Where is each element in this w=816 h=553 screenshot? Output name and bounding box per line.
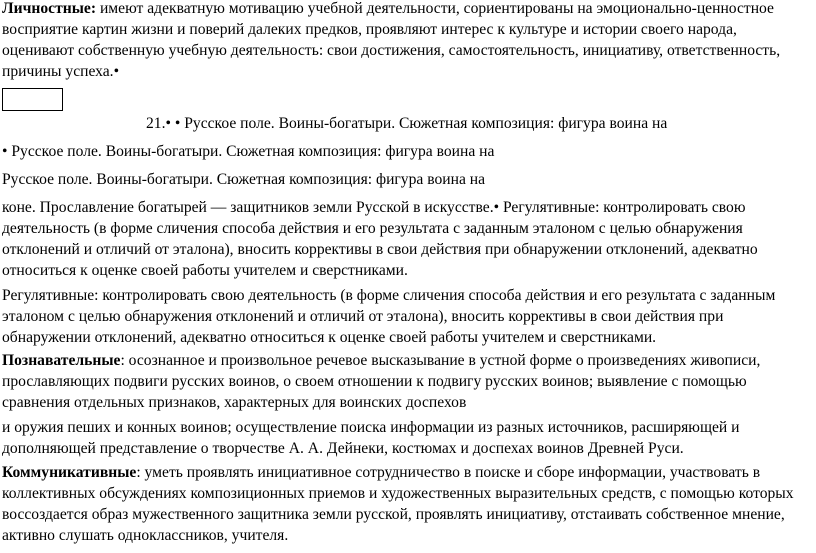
communicative-label: Коммуникативные [2,464,137,481]
bullet-icon: • [493,199,500,216]
topic-line [2,169,810,190]
communicative-paragraph [2,462,810,546]
personal-results-paragraph [2,0,810,82]
bullet-icon: • [2,143,8,160]
cognitive-continuation [2,417,810,459]
regulatory-text: Регулятивные: контролировать свою деятельность (в форме сличения способа действия и его результата с заданным эталоном с целью обнаружения отклонений и отличий от эталона), вносить коррективы в свои действия при обнаружении отклонений, адекватно относиться к оценке своей работы учителем и сверстниками. [2,287,776,346]
bullet-icon: • [174,115,181,132]
communicative-text: : уметь проявлять инициативное сотрудничество в поиске и сборе информации, участвовать в коллективных обсуждениях композиционных приемов и художественных выразительных средств, с помощью которых воссоздается образ мужественного защитника земли русской, проявлять инициативу, отстаивать собственное мнение, активно слушать одноклассников, учителя. [2,464,794,544]
item-21-number: 21. [146,115,166,132]
topic-text: Русское поле. Воины-богатыри. Сюжетная композиция: фигура воина на [2,171,486,188]
bullet-icon: • [113,63,120,80]
bullet-icon: • [165,115,171,132]
item-21-text: Русское поле. Воины-богатыри. Сюжетная композиция: фигура воина на [184,115,668,132]
regulatory-text: Регулятивные: контролировать свою деятельность (в форме сличения способа действия и его результата с заданным эталоном с целью обнаружения отклонений и отличий от эталона), вносить коррективы в свои действия при обнаружении отклонений, адекватно относиться к оценке своей работы учителем и сверстниками. [2,199,758,279]
personal-results-text: имеют адекватную мотивацию учебной деятельности, сориентированы на эмоционально-ценностное восприятие картин жизни и поверий далеких предков, проявляют интерес к культуре и истории своего народа, оценивают собственную учебную деятельность: свои достижения, самостоятельность, инициативу, ответственность, причины успеха. [2,0,781,80]
personal-results-label: Личностные: [2,0,97,17]
regulatory-paragraph-1 [2,197,810,281]
topic-text: Русское поле. Воины-богатыри. Сюжетная композиция: фигура воина на [11,143,495,160]
topic-line-bullet [2,141,810,162]
item-21-line [146,113,810,134]
cognitive-paragraph [2,350,810,413]
cognitive-text: : осознанное и произвольное речевое высказывание в устной форме о произведениях живописи, прославляющих подвиги русских воинов, о своем отношении к подвигу русских воинов; выявление с помощью сравнения отдельных признаков, характерных для воинских доспехов [2,352,761,411]
empty-box [2,88,63,111]
regulatory-paragraph-2 [2,285,810,348]
cognitive-continuation-text: и оружия пеших и конных воинов; осуществление поиска информации из разных источников, расширяющей и дополняющей представление о творчестве А. А. Дейнеки, костюмах и доспехах воинов Древней Руси. [2,419,740,457]
cognitive-label: Познавательные [2,352,121,369]
topic-continuation-text: коне. Прославление богатырей — защитников земли Русской в искусстве. [2,199,494,216]
